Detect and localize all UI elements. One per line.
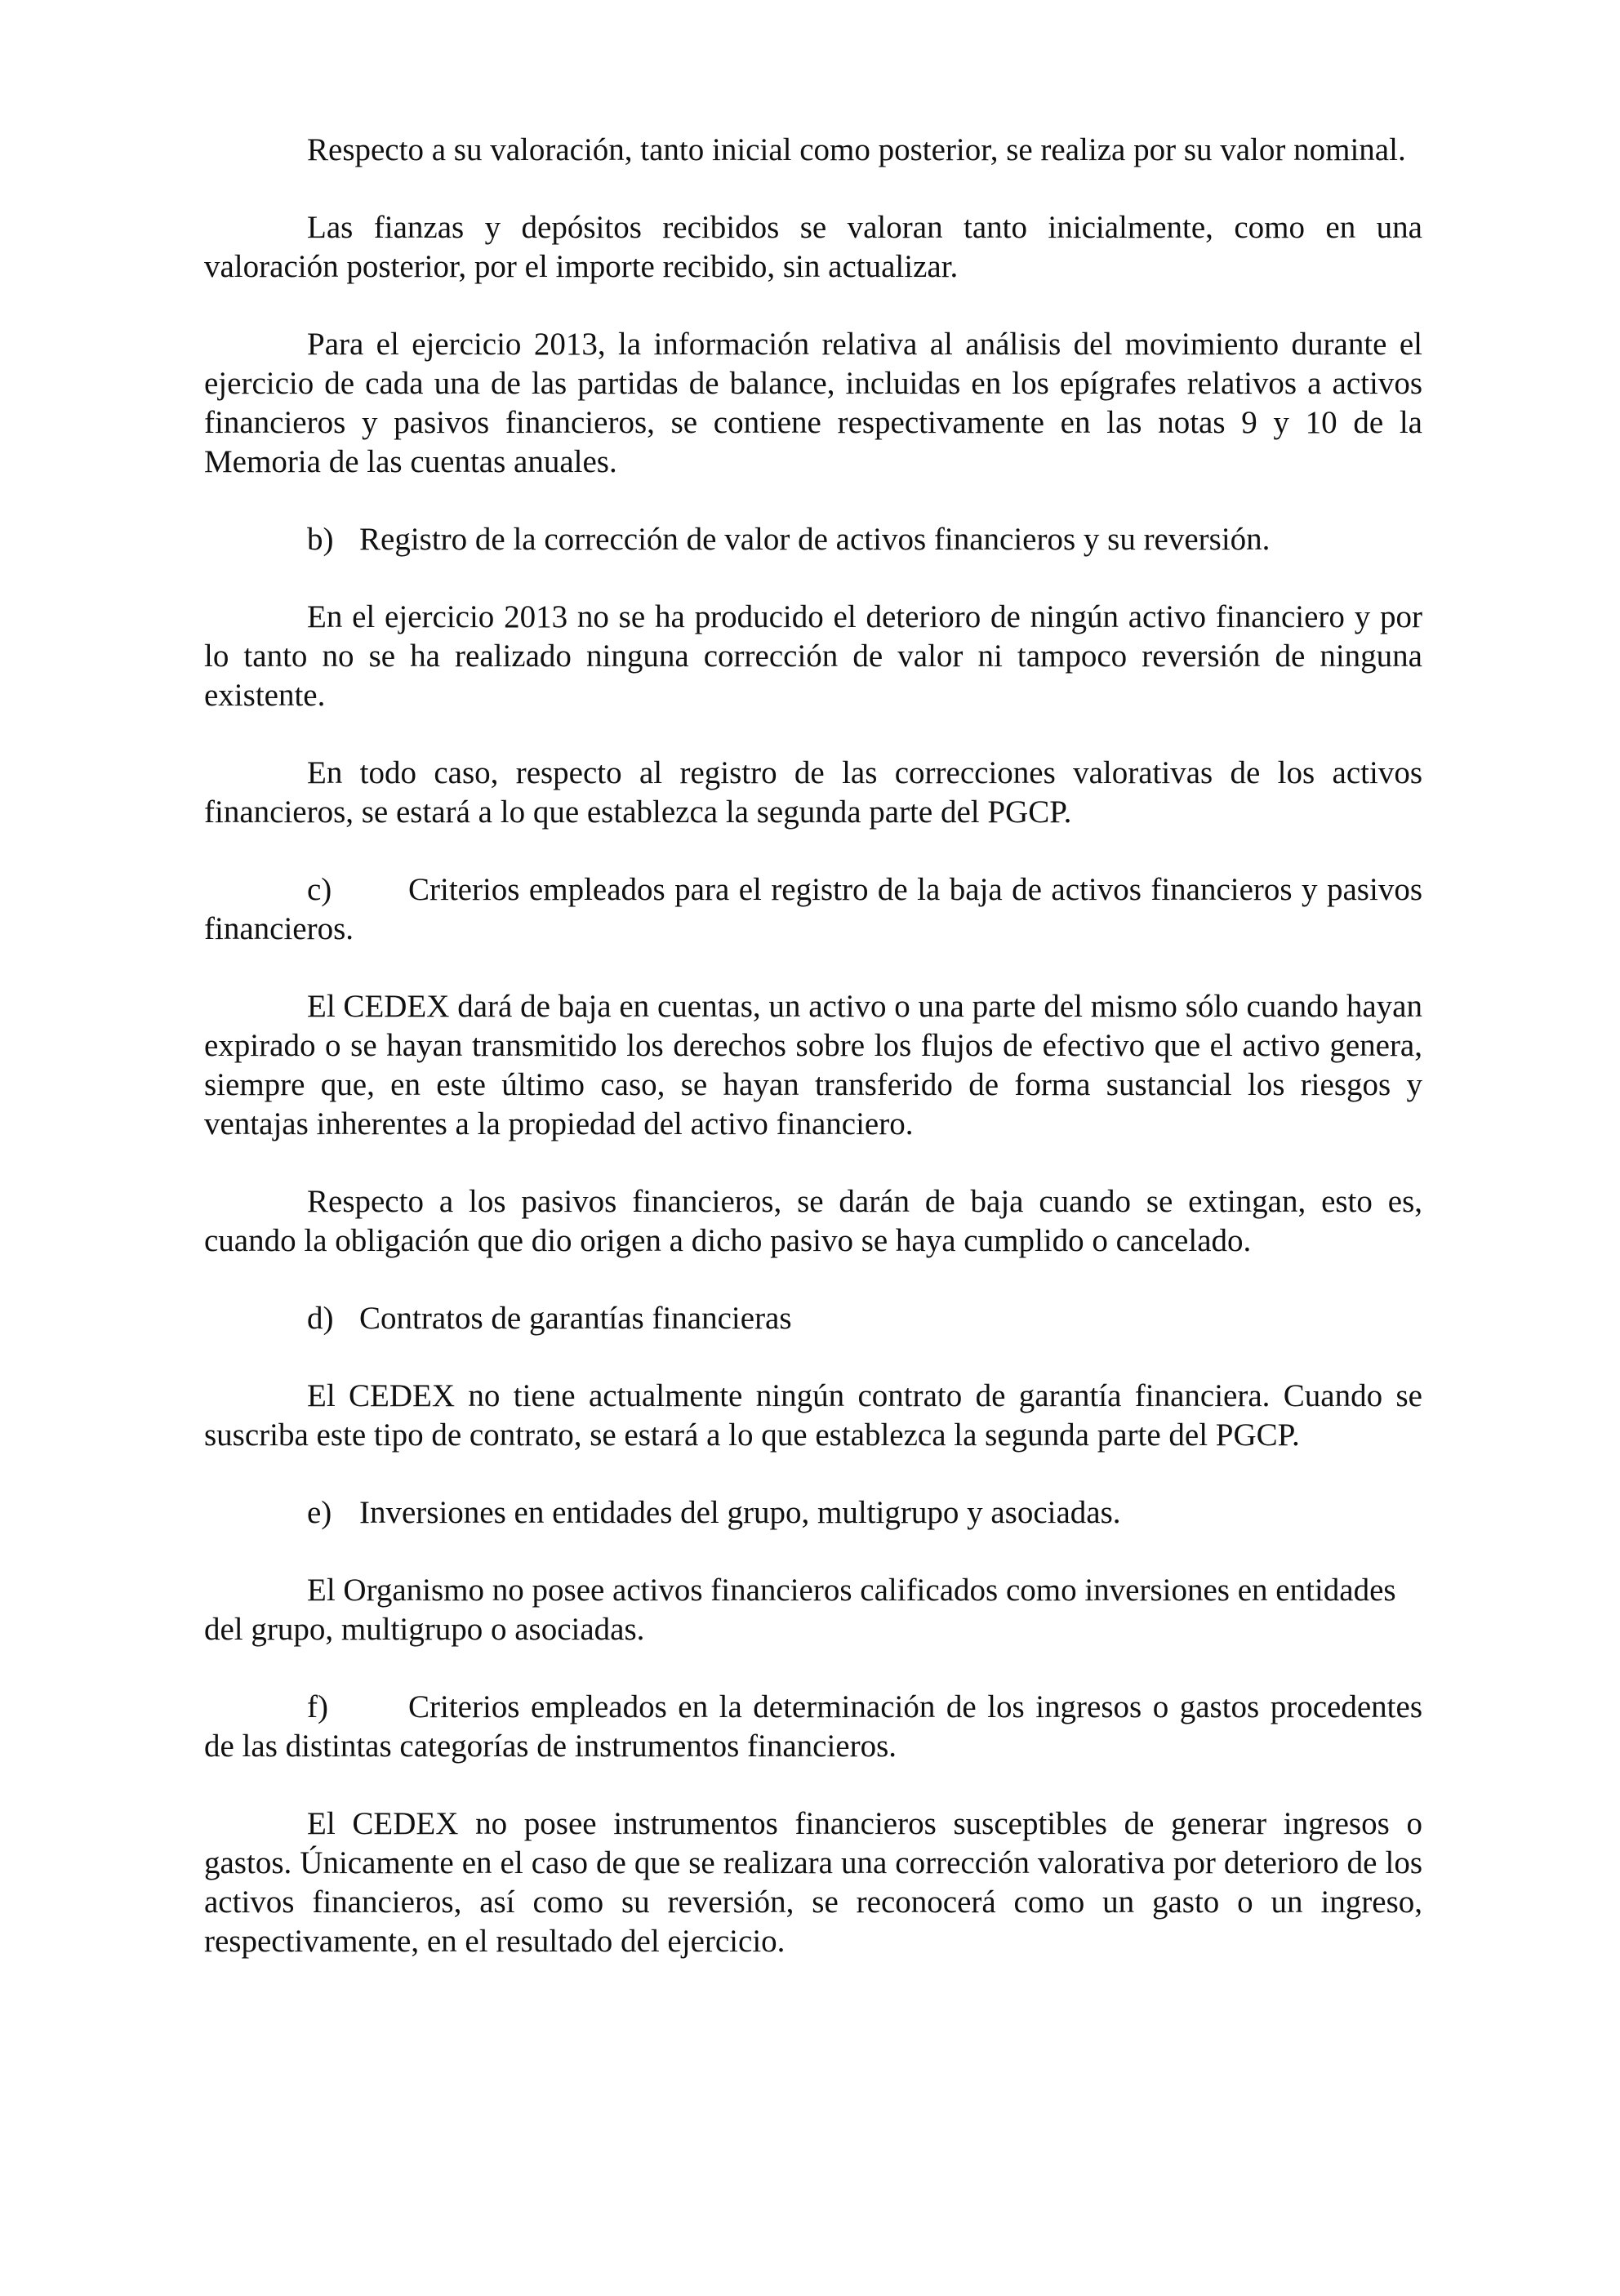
section-marker-e: e) bbox=[307, 1495, 332, 1530]
section-heading-e bbox=[204, 1493, 1422, 1533]
document-body bbox=[204, 131, 1422, 2000]
paragraph-ejercicio-2013-movimiento: Para el ejercicio 2013, la información relativa al análisis del movimiento durante el ejercicio de cada una de las partidas de balance, incluidas en los epígrafes relativos a activos financieros y pasivos financieros, se contiene respectivamente en las notas 9 y 10 de la Memoria de las cuentas anuales. bbox=[204, 327, 1422, 479]
section-title-d: Contratos de garantías financieras bbox=[359, 1301, 792, 1336]
section-title-f: Criterios empleados en la determinación de los ingresos o gastos procedentes de las distintas categorías de instrumentos financieros. bbox=[204, 1689, 1422, 1764]
section-title-e: Inversiones en entidades del grupo, multigrupo y asociadas. bbox=[359, 1495, 1121, 1530]
section-marker-b: b) bbox=[307, 522, 334, 557]
section-heading-c bbox=[204, 870, 1422, 949]
section-heading-d bbox=[204, 1299, 1422, 1338]
section-title-c: Criterios empleados para el registro de la baja de activos financieros y pasivos financieros. bbox=[204, 872, 1422, 946]
paragraph-deterioro-activo: En el ejercicio 2013 no se ha producido el deterioro de ningún activo financiero y por lo tanto no se ha realizado ninguna corrección de valor ni tampoco reversión de ninguna existente. bbox=[204, 599, 1422, 713]
section-heading-f bbox=[204, 1688, 1422, 1766]
paragraph-valoracion-nominal: Respecto a su valoración, tanto inicial como posterior, se realiza por su valor nominal. bbox=[307, 132, 1406, 167]
section-marker-d: d) bbox=[307, 1301, 334, 1336]
paragraph-inversiones-grupo: El Organismo no posee activos financieros calificados como inversiones en entidades del grupo, multigrupo o asociadas. bbox=[204, 1573, 1396, 1647]
paragraph-garantia-financiera: El CEDEX no tiene actualmente ningún contrato de garantía financiera. Cuando se suscriba este tipo de contrato, se estará a lo que establezca la segunda parte del PGCP. bbox=[204, 1378, 1422, 1453]
section-title-b: Registro de la corrección de valor de activos financieros y su reversión. bbox=[359, 522, 1271, 557]
paragraph-fianzas-depositos: Las fianzas y depósitos recibidos se valoran tanto inicialmente, como en una valoración posterior, por el importe recibido, sin actualizar. bbox=[204, 210, 1422, 284]
paragraph-baja-activos: El CEDEX dará de baja en cuentas, un activo o una parte del mismo sólo cuando hayan expirado o se hayan transmitido los derechos sobre los flujos de efectivo que el activo genera, siempre que, en este último caso, se hayan transferido de forma sustancial los riesgos y ventajas inherentes a la propiedad del activo financiero. bbox=[204, 989, 1422, 1141]
paragraph-correcciones-valorativas: En todo caso, respecto al registro de las correcciones valorativas de los activos financieros, se estará a lo que establezca la segunda parte del PGCP. bbox=[204, 755, 1422, 830]
section-marker-c: c) bbox=[307, 872, 332, 907]
section-marker-f: f) bbox=[307, 1689, 328, 1724]
section-heading-b bbox=[204, 520, 1422, 559]
paragraph-baja-pasivos: Respecto a los pasivos financieros, se darán de baja cuando se extingan, esto es, cuando la obligación que dio origen a dicho pasivo se haya cumplido o cancelado. bbox=[204, 1184, 1422, 1258]
paragraph-ingresos-gastos: El CEDEX no posee instrumentos financieros susceptibles de generar ingresos o gastos. Únicamente en el caso de que se realizara una corrección valorativa por deterioro de los activos financieros, así como su reversión, se reconocerá como un gasto o un ingreso, respectivamente, en el resultado del ejercicio. bbox=[204, 1806, 1422, 1959]
